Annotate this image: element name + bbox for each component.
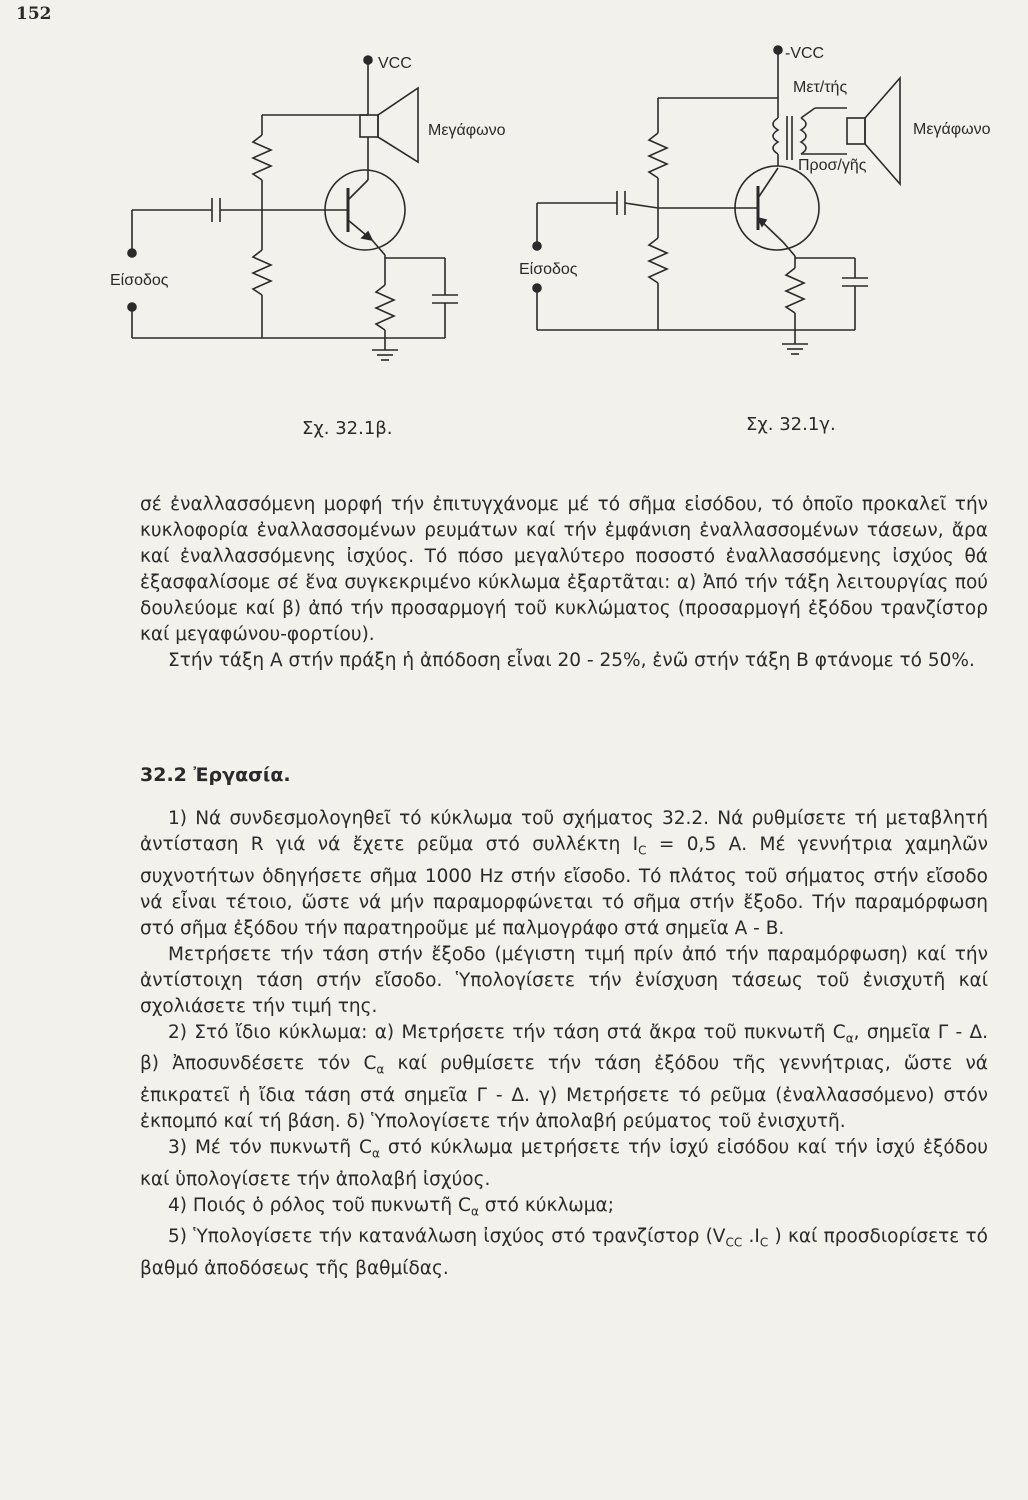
- matching-label: Προσ/γῆς: [798, 157, 867, 174]
- task-5: 5) Ὑπολογίσετε τήν κατανάλωση ἰσχύος στό τρανζίστορ ($V_{CC}$ $.I_C$ ) καί προσδιορίσετε τό βαθμό ἀποδόσεως τῆς βαθμίδας.: [140, 1226, 988, 1280]
- task-1: 1) Νά συνδεσμολογηθεῖ τό κύκλωμα τοῦ σχήματος 32.2. Νά ρυθμίσετε τή μεταβλητή ἀντίσταση R γιά νά ἔχετε ρεῦμα στό συλλέκτη $I_C = 0,5$ Α. Μέ γεννήτρια χαμηλῶν συχνοτήτων ὁδηγήσετε σῆμα 1000 Hz στήν εἴσοδο. Τό πλάτος τοῦ σήματος στήν εἴσοδο νά εἶναι τέτοιο, ὥστε νά μήν παραμορφώνεται τό σῆμα στήν ἔξοδο. Τήν παραμόρφωση στό σῆμα ἐξόδου τήν παρατηροῦμε μέ παλμογράφο στά σημεῖα Α - Β.: [140, 808, 989, 939]
- speaker-coil: [360, 115, 378, 137]
- emitter-resistor: [376, 285, 394, 330]
- speaker-cone: [378, 88, 418, 162]
- task-1-measure: Μετρήσετε τήν τάση στήν ἔξοδο (μέγιστη τιμή πρίν ἀπό τήν παραμόρφωση) καί τήν ἀντίστοιχη τάση στήν εἴσοδο. Ὑπολογίσετε τήν ἐνίσχυση τάσεως τοῦ ἐνισχυτῆ καί σχολιάσετε τήν τιμή της.: [140, 943, 988, 1017]
- intro-paragraph: σέ ἐναλλασσόμενη μορφή τήν ἐπιτυγχάνομε μέ τό σῆμα εἰσόδου, τό ὁποῖο προκαλεῖ τήν κυκλοφορία ἐναλλασσομένων ρευμάτων καί τήν ἐμφάνιση ἐναλλασσομένων τάσεων, ἄρα καί ἐναλλασσόμενης ἰσχύος. Τό πόσο μεγαλύτερο ποσοστό ἐναλλασσόμενης ἰσχύος θά ἐξασφαλίσομε σέ ἕνα συγκεκριμένο κύκλωμα ἐξαρτᾶται: α) Ἀπό τήν τάξη λειτουργίας πού δουλεύομε καί β) ἀπό τήν προσαρμογή τοῦ κυκλώματος (προσαρμογή ἐξόδου τρανζίστορ καί μεγαφώνου-φορτίου).: [140, 494, 988, 645]
- section-heading: 32.2 Ἐργασία.: [140, 764, 291, 786]
- speaker-label: Μεγάφωνο: [428, 122, 506, 139]
- figure-32-1g: [515, 38, 1015, 368]
- circuit-diagram-b: [110, 40, 510, 370]
- input-label: Είσοδος: [110, 272, 169, 289]
- bias-resistor-bottom: [253, 250, 271, 295]
- task-2: 2) Στό ἴδιο κύκλωμα: α) Μετρήσετε τήν τάση στά ἄκρα τοῦ πυκνωτῆ $C_\alpha$, σημεῖα Γ - Δ. β) Ἀποσυνδέσετε τόν $C_\alpha$ καί ρυθμίσετε τήν τάση ἐξόδου τῆς γεννήτριας, ὥστε νά ἐπικρατεῖ ἡ ἴδια τάση στά σημεῖα Γ - Δ. γ) Μετρήσετε τό ρεῦμα (ἐναλλασσόμενο) στόν ἐκπομπό καί τή βάση. δ) Ὑπολογίσετε τήν ἀπολαβή ρεύματος τοῦ ἐνισχυτῆ.: [140, 1021, 989, 1133]
- speaker-cone: [865, 78, 900, 184]
- transformer-primary: [773, 118, 778, 154]
- emitter-resistor: [786, 268, 804, 313]
- figure-32-1b: [110, 40, 510, 370]
- vcc-label: VCC: [378, 55, 412, 72]
- task-4: 4) Ποιός ὁ ρόλος τοῦ πυκνωτῆ $C_\alpha$ στό κύκλωμα;: [168, 1194, 614, 1219]
- circuit-diagram-c: [515, 38, 1015, 368]
- efficiency-paragraph: Στήν τάξη Α στήν πράξη ἡ ἀπόδοση εἶναι 20 - 25%, ἐνῶ στήν τάξη Β φτάνομε τό 50%.: [168, 650, 975, 671]
- bias-resistor-top: [253, 135, 271, 180]
- input-label: Είσοδος: [519, 261, 578, 278]
- figure-c-caption: Σχ. 32.1γ.: [746, 414, 836, 435]
- task-3: 3) Μέ τόν πυκνωτῆ $C_\alpha$ στό κύκλωμα μετρήσετε τήν ἰσχύ εἰσόδου καί τήν ἰσχύ ἐξόδου καί ὑπολογίσετε τήν ἀπολαβή ἰσχύος.: [140, 1137, 988, 1190]
- speaker-coil: [847, 118, 865, 144]
- input-terminal-top: [533, 242, 541, 250]
- page-number: 152: [16, 4, 52, 24]
- bias-resistor-bottom: [649, 238, 667, 283]
- vcc-terminal: [774, 46, 782, 54]
- input-terminal-top: [128, 249, 136, 257]
- bias-resistor-top: [649, 133, 667, 178]
- transformer-secondary: [801, 118, 806, 154]
- input-terminal-bottom: [533, 284, 541, 292]
- vcc-label: -VCC: [785, 45, 825, 62]
- input-terminal-bottom: [128, 303, 136, 311]
- vcc-terminal: [364, 56, 372, 64]
- speaker-label: Μεγάφωνο: [913, 121, 991, 138]
- figure-b-caption: Σχ. 32.1β.: [302, 418, 393, 439]
- intro-text: [140, 492, 988, 674]
- transformer-label: Μετ/τής: [793, 79, 848, 96]
- tasks-text: [140, 806, 988, 1282]
